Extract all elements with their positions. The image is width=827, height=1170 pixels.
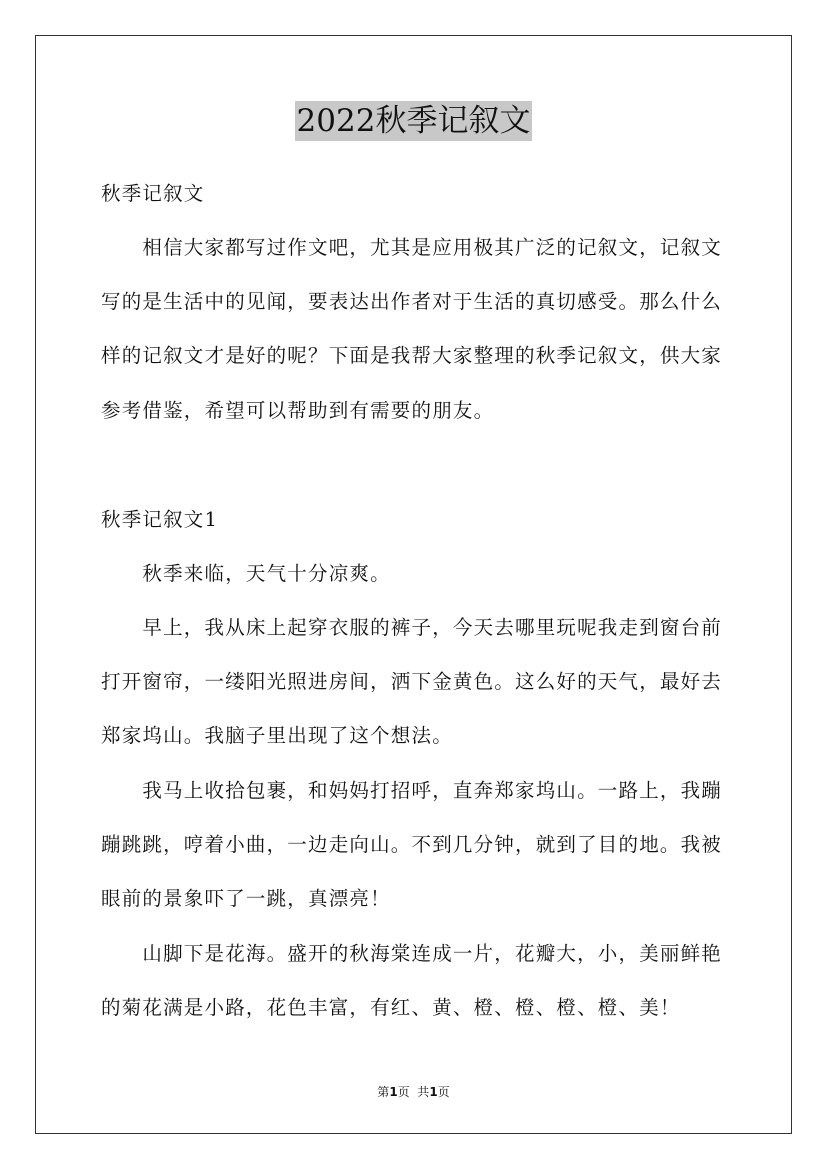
paragraph-line: 蹦跳跳，哼着小曲，一边走向山。不到几分钟，就到了目的地。我被 [101, 833, 723, 856]
paragraph-line: 参考借鉴，希望可以帮助到有需要的朋友。 [101, 399, 495, 422]
paragraph-line: 的菊花满是小路，花色丰富，有红、黄、橙、橙、橙、橙、美！ [101, 996, 681, 1019]
paragraph-line: 打开窗帘，一缕阳光照进房间，洒下金黄色。这么好的天气，最好去 [101, 670, 723, 693]
paragraph-line: 秋季来临，天气十分凉爽。 [101, 562, 391, 585]
footer-page-end: 页 [437, 1085, 450, 1099]
footer-page-prefix: 第 [377, 1085, 390, 1099]
section-heading: 秋季记叙文1 [101, 508, 219, 531]
paragraph-line: 我马上收拾包裹，和妈妈打招呼，直奔郑家坞山。一路上，我蹦 [101, 779, 723, 802]
paragraph-line: 样的记叙文才是好的呢？下面是我帮大家整理的秋季记叙文，供大家 [101, 344, 723, 367]
footer-page-suffix: 页 共 [397, 1085, 430, 1099]
paragraph-line: 写的是生活中的见闻，要表达出作者对于生活的真切感受。那么什么 [101, 290, 723, 313]
footer-page-current: 1 [389, 1085, 398, 1099]
paragraph-line: 眼前的景象吓了一跳，真漂亮！ [101, 887, 391, 910]
paragraph-line: 相信大家都写过作文吧，尤其是应用极其广泛的记叙文，记叙文 [101, 236, 723, 259]
paragraph-line: 早上，我从床上起穿衣服的裤子，今天去哪里玩呢我走到窗台前 [101, 616, 723, 639]
footer-page-total: 1 [429, 1085, 438, 1099]
page-footer [0, 1084, 827, 1100]
paragraph-line: 山脚下是花海。盛开的秋海棠连成一片，花瓣大，小，美丽鲜艳 [101, 942, 723, 965]
paragraph-line: 郑家坞山。我脑子里出现了这个想法。 [101, 724, 453, 747]
document-title: 2022秋季记叙文 [296, 103, 531, 139]
section-heading: 秋季记叙文 [101, 182, 205, 205]
title-container [0, 101, 827, 141]
